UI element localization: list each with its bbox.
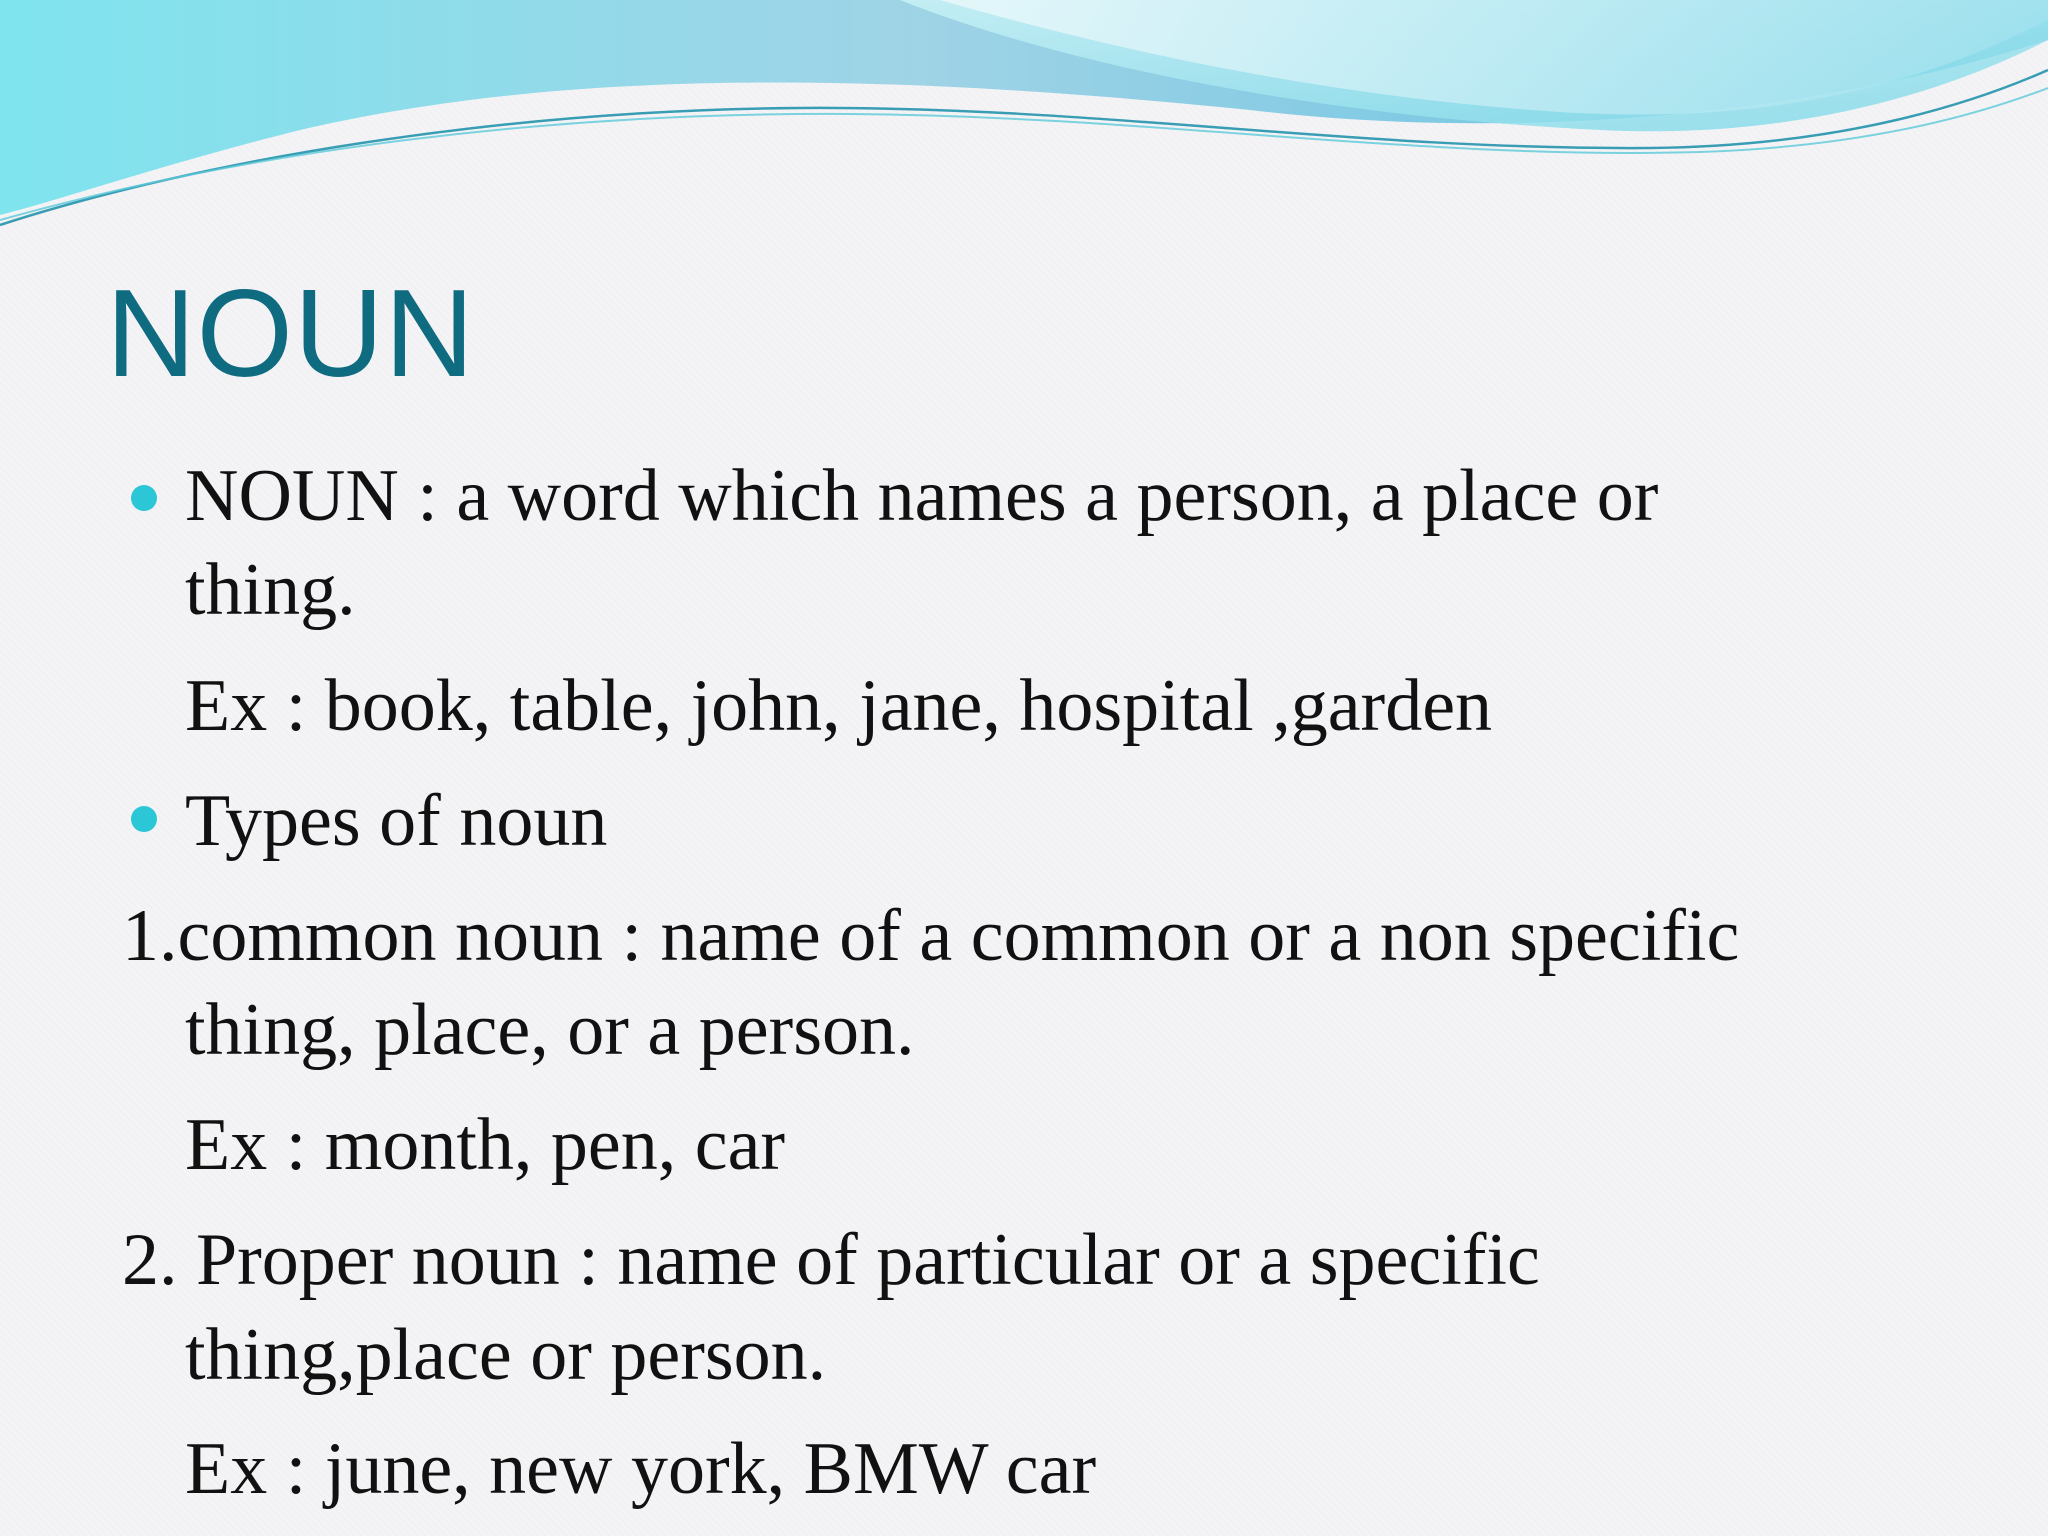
proper-noun-line-1: 2. Proper noun : name of particular or a specific: [122, 1219, 1540, 1301]
common-noun-line-1: 1.common noun : name of a common or a non specific: [122, 895, 1740, 977]
slide-title: NOUN: [106, 265, 476, 403]
example-line-2: Ex : month, pen, car: [185, 1104, 786, 1186]
bullet-dot-icon: [131, 485, 157, 511]
types-heading: Types of noun: [185, 780, 608, 862]
common-noun-line-2: thing, place, or a person.: [185, 989, 915, 1071]
definition-line-1: NOUN : a word which names a person, a place or: [185, 455, 1659, 537]
bullet-dot-icon: [131, 806, 157, 832]
example-line-3: Ex : june, new york, BMW car: [185, 1428, 1097, 1510]
example-line-1: Ex : book, table, john, jane, hospital ,garden: [185, 665, 1493, 747]
proper-noun-line-2: thing,place or person.: [185, 1314, 827, 1396]
definition-line-2: thing.: [185, 549, 356, 631]
